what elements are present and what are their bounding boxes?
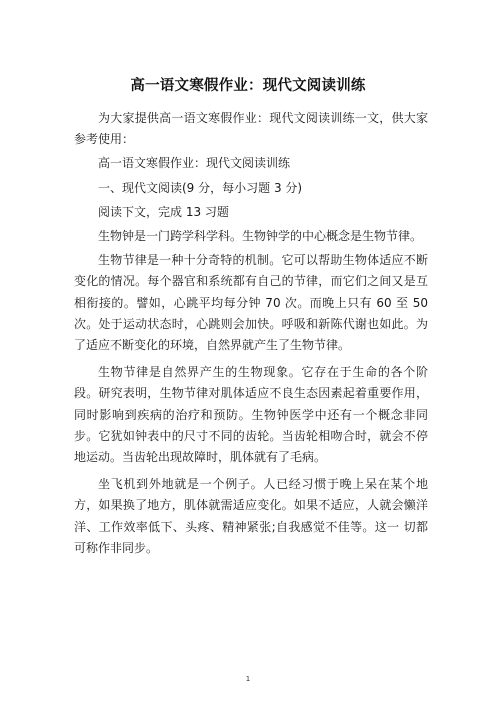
instruction-paragraph: 阅读下文，完成 13 习题 — [98, 204, 229, 219]
passage-paragraph-3: 生物节律是自然界产生的生物现象。它存在于生命的各个阶段。研究表明，生物节律对肌体适应不良生态因素起着重要作用，同时影响到疾病的治疗和预防。生物钟医学中还有一个概念非同步。它犹如钟表中的尺寸不同的齿轮。当齿轮相吻合时，就会不停地运动。当齿轮出现故障时，肌体就有了毛病。 — [74, 365, 428, 465]
passage-paragraph-1: 生物钟是一门跨学科学科。生物钟学的中心概念是生物节律。 — [98, 229, 423, 244]
subtitle-paragraph: 高一语文寒假作业：现代文阅读训练 — [98, 156, 291, 171]
page-title: 高一语文寒假作业：现代文阅读训练 — [130, 78, 366, 94]
intro-paragraph: 为大家提供高一语文寒假作业：现代文阅读训练一文，供大家参考使用： — [74, 111, 428, 147]
body-text — [74, 108, 428, 559]
passage-paragraph-2: 生物节律是一种十分奇特的机制。它可以帮助生物体适应不断变化的情况。每个器官和系统都有自己的节律，而它们之间又是互相衔接的。譬如，心跳平均每分钟 70 次。而晚上只有 60 至 50 次。处于运动状态时，心跳则会加快。呼吸和新陈代谢也如此。为了适应不断变化的环境，自然界就产生了生物节律。 — [74, 253, 428, 353]
page-number: 1 — [245, 675, 251, 683]
passage-paragraph-4: 坐飞机到外地就是一个例子。人已经习惯于晚上呆在某个地方，如果换了地方，肌体就需适应变化。如果不适应，人就会懒洋洋、工作效率低下、头疼、精神紧张;自我感觉不佳等。这一 切都可称作非同步。 — [74, 477, 428, 555]
section-heading: 一、现代文阅读(9 分，每小习题 3 分) — [98, 180, 303, 195]
